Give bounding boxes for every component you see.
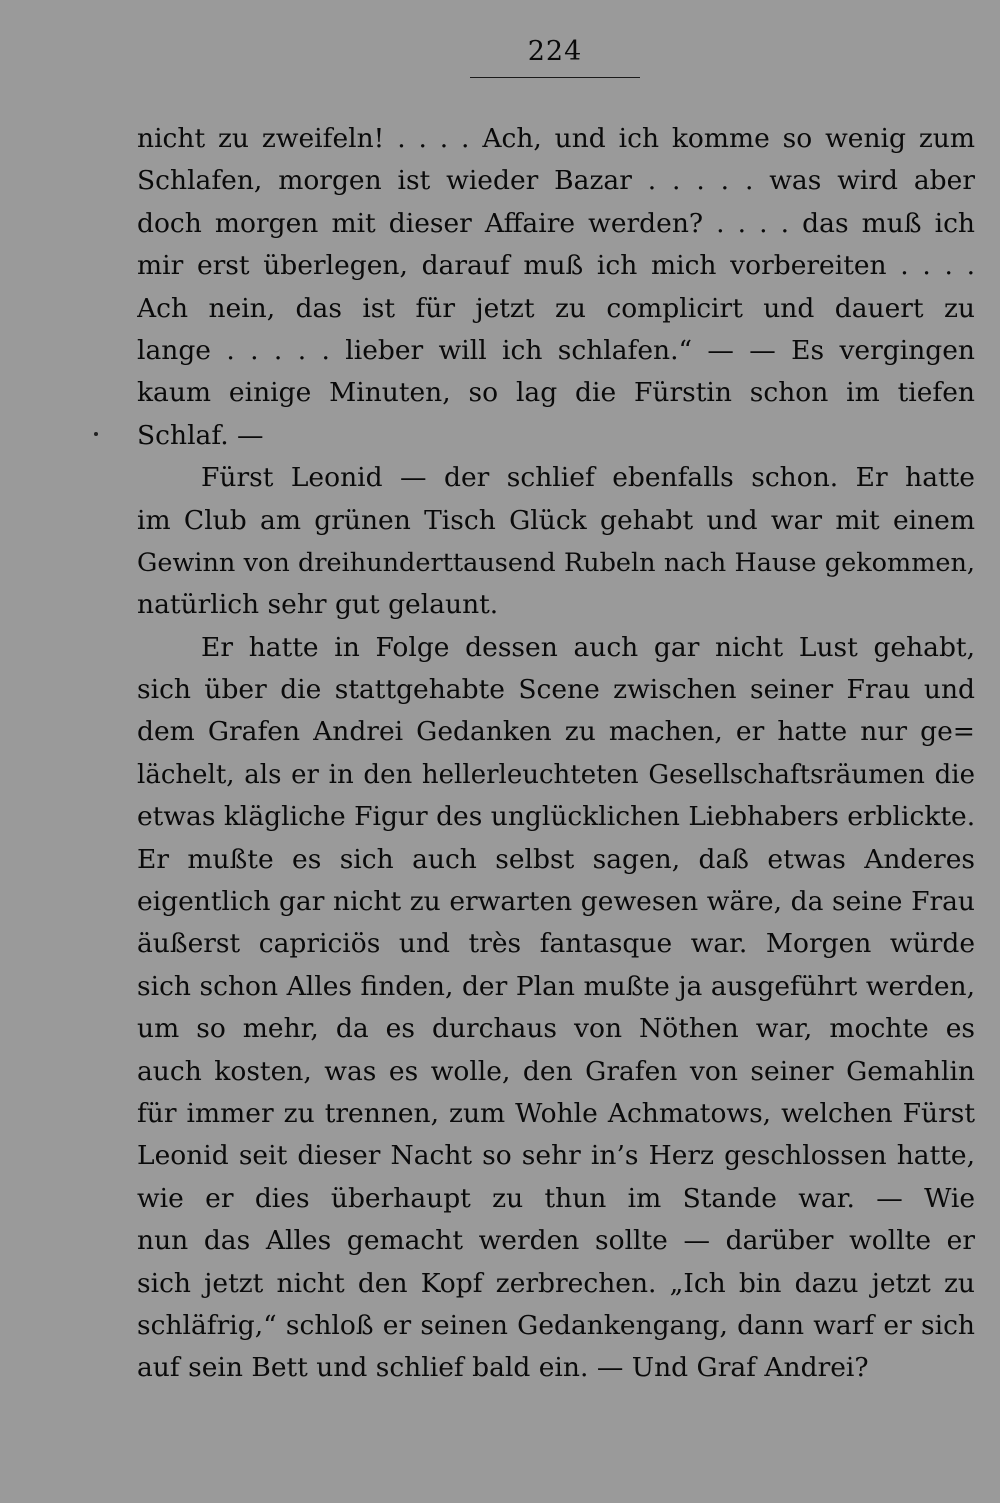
text-line: um so mehr, da es durchaus von Nöthen war, mochte es bbox=[137, 1013, 975, 1045]
text-line: sich schon Alles finden, der Plan mußte ja ausgeführt werden, bbox=[137, 970, 975, 1002]
text-line: nun das Alles gemacht werden sollte — darüber wollte er bbox=[137, 1225, 975, 1257]
text-line: äußerst capriciös und très fantasque war. Morgen würde bbox=[137, 928, 975, 960]
text-line: Er mußte es sich auch selbst sagen, daß etwas Anderes bbox=[137, 843, 975, 875]
text-line: wie er dies überhaupt zu thun im Stande war. — Wie bbox=[137, 1182, 975, 1214]
text-line: für immer zu trennen, zum Wohle Achmatows, welchen Fürst bbox=[137, 1097, 975, 1129]
text-line: doch morgen mit dieser Affaire werden? . . . . das muß ich bbox=[137, 207, 975, 239]
text-line: lange . . . . . lieber will ich schlafen.“ — — Es vergingen bbox=[137, 334, 975, 366]
text-line: sich über die stattgehabte Scene zwischen seiner Frau und bbox=[137, 674, 975, 706]
text-line: kaum einige Minuten, so lag die Fürstin schon im tiefen bbox=[137, 377, 975, 409]
text-line: lächelt, als er in den hellerleuchteten Gesellschaftsräumen die bbox=[137, 759, 975, 790]
page-number-text: 224 bbox=[527, 36, 583, 67]
text-line: schläfrig,“ schloß er seinen Gedankengang, dann warf er sich bbox=[137, 1309, 975, 1341]
text-line: Schlafen, morgen ist wieder Bazar . . . . . was wird aber bbox=[137, 165, 975, 197]
text-line: im Club am grünen Tisch Glück gehabt und war mit einem bbox=[137, 504, 975, 536]
text-line: Ach nein, das ist für jetzt zu complicirt und dauert zu bbox=[137, 292, 975, 324]
text-line: Leonid seit dieser Nacht so sehr in’s Herz geschlossen hatte, bbox=[137, 1140, 975, 1172]
text-line: Fürst Leonid — der schlief ebenfalls schon. Er hatte bbox=[201, 462, 975, 494]
margin-dot bbox=[94, 432, 98, 436]
text-line: dem Grafen Andrei Gedanken zu machen, er hatte nur ge= bbox=[137, 716, 975, 748]
text-line: nicht zu zweifeln! . . . . Ach, und ich komme so wenig zum bbox=[137, 123, 975, 154]
text-line: auch kosten, was es wolle, den Grafen von seiner Gemahlin bbox=[137, 1055, 975, 1087]
text-line: Er hatte in Folge dessen auch gar nicht Lust gehabt, bbox=[201, 631, 975, 663]
text-line: etwas klägliche Figur des unglücklichen Liebhabers erblickte. bbox=[137, 801, 975, 833]
header-rule bbox=[470, 77, 640, 78]
text-line: Gewinn von dreihunderttausend Rubeln nach Hause gekommen, bbox=[137, 547, 975, 578]
text-line: sich jetzt nicht den Kopf zerbrechen. „Ich bin dazu jetzt zu bbox=[137, 1267, 975, 1299]
text-line: Schlaf. — bbox=[137, 419, 264, 451]
text-line: eigentlich gar nicht zu erwarten gewesen wäre, da seine Frau bbox=[137, 886, 975, 918]
page-number bbox=[0, 36, 1000, 67]
body-text bbox=[137, 118, 975, 1390]
text-line: mir erst überlegen, darauf muß ich mich vorbereiten . . . . bbox=[137, 250, 975, 282]
text-line: auf sein Bett und schlief bald ein. — Und Graf Andrei? bbox=[137, 1352, 869, 1384]
text-line: natürlich sehr gut gelaunt. bbox=[137, 589, 499, 621]
